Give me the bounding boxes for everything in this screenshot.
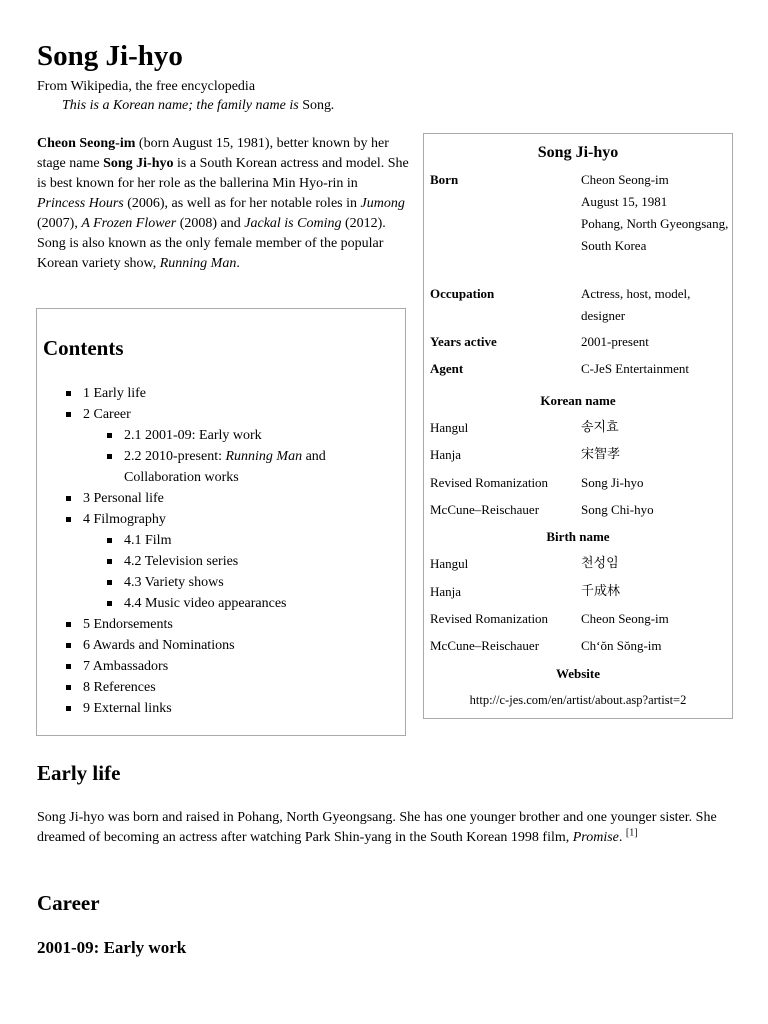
- site-subtitle: From Wikipedia, the free encyclopedia: [37, 79, 256, 94]
- table-of-contents: [36, 308, 406, 736]
- section-heading-early-life: Early life: [37, 761, 121, 785]
- infobox-hanja-value: 宋智孝: [581, 447, 621, 462]
- toc-item-early-life[interactable]: 1 Early life: [66, 383, 401, 404]
- section-heading-career: Career: [37, 891, 100, 915]
- infobox-birth-name-header: Birth name: [546, 529, 610, 544]
- link-jackal-is-coming[interactable]: Jackal is Coming: [244, 216, 342, 231]
- infobox-birth-hangul-value: 천성임: [581, 556, 619, 571]
- infobox-mr-value: Song Chi-hyo: [581, 502, 654, 517]
- infobox-website-header: Website: [555, 666, 601, 681]
- toc-item-2010-present[interactable]: [107, 446, 401, 488]
- infobox: [423, 133, 733, 719]
- infobox-birth-rr-value: Cheon Seong-im: [581, 611, 669, 626]
- link-a-frozen-flower[interactable]: A Frozen Flower: [81, 216, 177, 231]
- toc-item-film[interactable]: 4.1 Film: [107, 530, 401, 551]
- link-jumong[interactable]: Jumong: [360, 196, 405, 211]
- infobox-hangul-value: 송지효: [581, 420, 619, 435]
- infobox-label: Born: [430, 172, 459, 187]
- toc-list: [66, 383, 401, 719]
- infobox-label: Revised Romanization: [430, 475, 549, 490]
- infobox-label: Agent: [430, 361, 464, 376]
- lead-text-3: (2006), as well as for her notable roles in: [123, 196, 361, 211]
- toc-item-filmography[interactable]: [66, 509, 401, 614]
- early-life-text: Song Ji-hyo was born and raised in Pohang, North Gyeongsang. She has one younger brother and one younger sister. She dreamed of becoming an actress after watching Park Shin-yang in the South Korean 1998 film,: [37, 810, 717, 845]
- hatnote-end: .: [330, 98, 335, 113]
- toc-item-television-series[interactable]: 4.2 Television series: [107, 551, 401, 572]
- toc-item-label[interactable]: 2.2 2010-present:: [124, 449, 226, 464]
- lead-text-1: (born August 15, 1981), better known by her stage name: [37, 136, 389, 171]
- infobox-born-value: Cheon Seong-im August 15, 1981 Pohang, North Gyeongsang, South Korea: [581, 172, 729, 253]
- infobox-years-value: 2001-present: [581, 334, 649, 349]
- infobox-label: McCune–Reischauer: [430, 638, 540, 653]
- toc-item-label[interactable]: and Collaboration works: [124, 449, 326, 485]
- infobox-label: Revised Romanization: [430, 611, 549, 626]
- toc-heading: Contents: [43, 336, 124, 360]
- toc-item-early-work[interactable]: 2.1 2001-09: Early work: [107, 425, 401, 446]
- lead-text-2: is a South Korean actress and model. She is best known for her role as the ballerina Min Hyo-rin in: [37, 156, 409, 191]
- infobox-korean-name-header: Korean name: [540, 393, 616, 408]
- infobox-label: Years active: [430, 334, 497, 349]
- infobox-label: Occupation: [430, 286, 495, 301]
- lead-stage-name: Song Ji-hyo: [103, 156, 174, 171]
- toc-item-references[interactable]: 8 References: [66, 677, 401, 698]
- infobox-birth-mr-value: Ch‘ŏn Sŏng-im: [581, 638, 662, 653]
- hatnote-text: This is a Korean name; the family name is: [62, 98, 299, 113]
- lead-text-5: (2008) and: [176, 216, 245, 231]
- toc-item-external-links[interactable]: 9 External links: [66, 698, 401, 719]
- toc-item-label-em[interactable]: Running Man: [225, 449, 303, 464]
- lead-birth-name: Cheon Seong-im: [37, 136, 136, 151]
- toc-item-awards[interactable]: 6 Awards and Nominations: [66, 635, 401, 656]
- lead-paragraph: [37, 134, 409, 274]
- early-life-end: .: [618, 830, 626, 845]
- toc-item-career[interactable]: [66, 404, 401, 488]
- infobox-website-link[interactable]: http://c-jes.com/en/artist/about.asp?artist=2: [469, 693, 687, 707]
- toc-item-endorsements[interactable]: 5 Endorsements: [66, 614, 401, 635]
- infobox-label: Hanja: [430, 447, 462, 462]
- toc-item-label[interactable]: 4 Filmography: [83, 512, 166, 527]
- link-promise[interactable]: Promise: [572, 830, 619, 845]
- early-life-paragraph: [37, 808, 737, 848]
- link-princess-hours[interactable]: Princess Hours: [37, 196, 124, 211]
- infobox-rr-value: Song Ji-hyo: [581, 475, 644, 490]
- toc-item-personal-life[interactable]: 3 Personal life: [66, 488, 401, 509]
- lead-text-6: (2012). Song is also known as the only female member of the popular Korean variety show,: [37, 216, 386, 271]
- infobox-label: McCune–Reischauer: [430, 502, 540, 517]
- infobox-label: Hangul: [430, 420, 469, 435]
- toc-item-ambassadors[interactable]: 7 Ambassadors: [66, 656, 401, 677]
- toc-item-label[interactable]: 2 Career: [83, 407, 131, 422]
- infobox-label: Hanja: [430, 584, 462, 599]
- infobox-birth-hanja-value: 千成林: [581, 584, 621, 599]
- subsection-heading-early-work: 2001-09: Early work: [37, 938, 187, 957]
- infobox-occupation-value: Actress, host, model, designer: [581, 286, 691, 323]
- hatnote-family-name: Song: [302, 98, 331, 113]
- page-title: Song Ji-hyo: [37, 40, 183, 72]
- toc-item-variety-shows[interactable]: 4.3 Variety shows: [107, 572, 401, 593]
- toc-item-music-video[interactable]: 4.4 Music video appearances: [107, 593, 401, 614]
- lead-text-4: (2007),: [37, 216, 82, 231]
- hatnote: [62, 97, 334, 115]
- infobox-label: Hangul: [430, 556, 469, 571]
- infobox-title: Song Ji-hyo: [537, 144, 619, 161]
- reference-link[interactable]: [1]: [625, 827, 638, 839]
- lead-text-7: .: [236, 256, 240, 271]
- link-running-man[interactable]: Running Man: [159, 256, 237, 271]
- infobox-agent-value: C-JeS Entertainment: [581, 361, 689, 376]
